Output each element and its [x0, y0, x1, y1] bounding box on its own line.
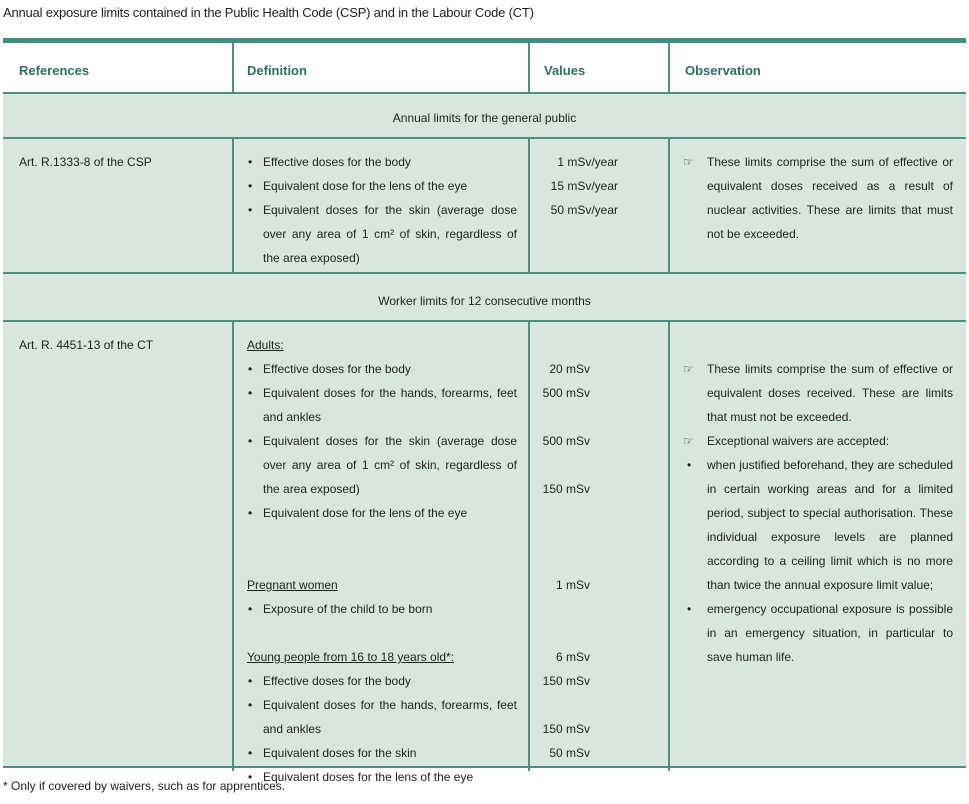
observation-text: These limits comprise the sum of effective or equivalent doses received as a result of nuclear activities. These are limits that must not be exceeded.	[707, 155, 953, 241]
reference-csp: Art. R.1333-8 of the CSP	[19, 155, 152, 169]
value-item: 1 mSv	[555, 578, 590, 592]
value-item: 1 mSv/year	[557, 155, 618, 169]
observation-text: These limits comprise the sum of effective or equivalent doses received. These are limits that must not be exceeded.	[707, 362, 953, 424]
reference-ct: Art. R. 4451-13 of the CT	[19, 338, 154, 352]
header-divider	[3, 92, 966, 94]
col-divider-1-s1	[232, 137, 234, 274]
definition-item: • Exposure of the child to be born	[247, 597, 517, 621]
value-item: 20 mSv	[549, 362, 590, 376]
col-divider-3-s1	[668, 137, 670, 274]
observation-general-public	[683, 150, 953, 246]
header-definition: Definition	[247, 63, 307, 78]
col-divider-1-head	[232, 43, 234, 94]
col-divider-3-s2	[668, 320, 670, 771]
header-values: Values	[544, 63, 586, 78]
value-item: 500 mSv	[542, 434, 590, 448]
header-references: References	[19, 63, 90, 78]
footnote: * Only if covered by waivers, such as for apprentices.	[3, 779, 286, 793]
col-divider-3-head	[668, 43, 670, 94]
definition-item: • Equivalent doses for the lens of the eye	[247, 765, 517, 789]
values-workers	[533, 333, 590, 765]
group-label-adults: Adults:	[247, 338, 284, 352]
definition-item: • Equivalent doses for the hands, forearms, feet and ankles	[247, 693, 517, 741]
values-general-public	[533, 150, 618, 222]
observation-item	[683, 453, 953, 597]
section-title-workers: Worker limits for 12 consecutive months	[378, 294, 591, 308]
value-item: 15 mSv/year	[550, 179, 618, 193]
value-item: 150 mSv	[542, 674, 590, 688]
pointing-hand-icon: ☞	[683, 362, 694, 376]
group-label-young: Young people from 16 to 18 years old*:	[247, 650, 455, 664]
definition-item: • Equivalent doses for the skin (average dose over any area of 1 cm² of skin, regardless of the area exposed)	[247, 198, 517, 270]
table-caption: Annual exposure limits contained in the Public Health Code (CSP) and in the Labour Code (CT)	[3, 5, 534, 20]
pointing-hand-icon: ☞	[683, 155, 694, 169]
observation-item	[683, 597, 953, 669]
value-item: 150 mSv	[542, 482, 590, 496]
observation-item	[683, 429, 953, 453]
value-item: 150 mSv	[542, 722, 590, 736]
value-item: 6 mSv	[555, 650, 590, 664]
definition-item: • Equivalent dose for the lens of the eye	[247, 174, 517, 198]
observations-workers	[683, 357, 953, 669]
definitions-workers	[247, 333, 517, 789]
col-divider-2-s1	[528, 137, 530, 274]
observation-item	[683, 357, 953, 429]
section2-divider	[3, 320, 966, 322]
observation-text: when justified beforehand, they are scheduled in certain working areas and for a limited period, subject to special authorisation. These individual exposure levels are planned according to a ceiling limit which is no more than twice the annual exposure limit value;	[707, 458, 953, 592]
definition-item: • Equivalent doses for the hands, forearms, feet and ankles	[247, 381, 517, 429]
observation-text: Exceptional waivers are accepted:	[707, 434, 890, 448]
definition-item: • Equivalent dose for the lens of the eye	[247, 501, 517, 525]
col-divider-2-s2	[528, 320, 530, 771]
table-header-row	[3, 43, 966, 92]
definitions-general-public	[247, 150, 517, 270]
bullet-icon: •	[687, 458, 692, 472]
bullet-icon: •	[687, 602, 692, 616]
value-item: 500 mSv	[542, 386, 590, 400]
definition-item: • Equivalent doses for the skin	[247, 741, 517, 765]
value-item: 50 mSv/year	[550, 203, 618, 217]
definition-item: • Effective doses for the body	[247, 150, 517, 174]
section2-band-divider	[3, 272, 966, 274]
definition-item: • Effective doses for the body	[247, 357, 517, 381]
definition-item: • Effective doses for the body	[247, 669, 517, 693]
section-title-general-public: Annual limits for the general public	[392, 111, 577, 125]
observation-text: emergency occupational exposure is possible in an emergency situation, in particular to save human life.	[707, 602, 953, 664]
pointing-hand-icon: ☞	[683, 434, 694, 448]
section1-divider	[3, 137, 966, 139]
exposure-limits-table	[3, 38, 966, 784]
group-label-pregnant: Pregnant women	[247, 578, 338, 592]
value-item: 50 mSv	[549, 746, 590, 760]
definition-item: • Equivalent doses for the skin (average dose over any area of 1 cm² of skin, regardless of the area exposed)	[247, 429, 517, 501]
col-divider-2-head	[528, 43, 530, 94]
col-divider-1-s2	[232, 320, 234, 771]
header-observation: Observation	[685, 63, 761, 78]
